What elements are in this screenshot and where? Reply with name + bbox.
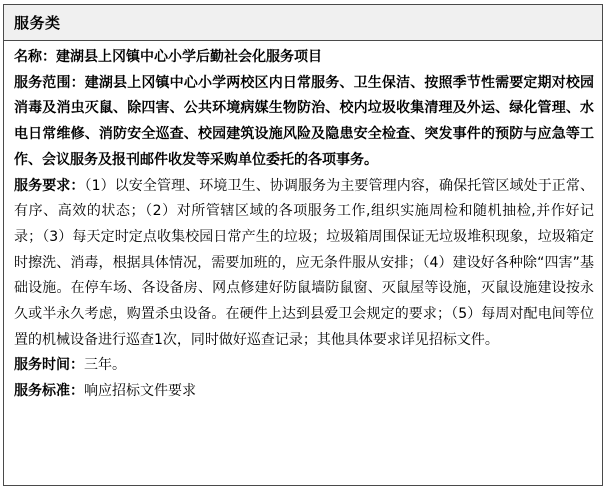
duration-value: 三年。 (84, 357, 126, 374)
service-table (3, 4, 603, 486)
requirements-row (14, 174, 594, 354)
requirements-label: 服务要求： (14, 177, 85, 194)
duration-row (14, 353, 594, 379)
name-label: 名称： (14, 49, 56, 65)
scope-label: 服务范围： (14, 74, 85, 91)
scope-value: 建湖县上冈镇中心小学两校区内日常服务、卫生保洁、按照季节性需要定期对校园消毒及消虫灭鼠、除四害、公共环境病媒生物防治、校内垃圾收集清理及外运、绿化管理、水电日常维修、消防安全巡查、校园建筑设施风险及隐患安全检查、突发事件的预防与应急等工作、会议服务及报刊邮件收发等采购单位委托的各项事务。 (14, 74, 594, 168)
name-row (14, 45, 594, 71)
standard-row (14, 379, 594, 405)
service-details (4, 41, 602, 405)
scope-row (14, 71, 594, 174)
duration-label: 服务时间： (14, 357, 84, 374)
standard-label: 服务标准： (14, 383, 84, 400)
requirements-value: （1）以安全管理、环境卫生、协调服务为主要管理内容，确保托管区域处于正常、有序、高效的状态；（2）对所管辖区域的各项服务工作,组织实施周检和随机抽检,并作好记录；（3）每天定时定点收集校园日常产生的垃圾；垃圾箱周围保证无垃圾堆积现象，垃圾箱定时擦洗、消毒，根据具体情况，需要加班的，应无条件服从安排；（4）建设好各种除“四害”基础设施。在停车场、各设备房、网点修建好防鼠墙防鼠窗、灭鼠屋等设施，灭鼠设施建设按永久或半永久考虑，购置杀虫设备。在硬件上达到县爱卫会规定的要求；（5）每周对配电间等位置的机械设备进行巡查1次，同时做好巡查记录；其他具体要求详见招标文件。 (14, 177, 594, 348)
section-title: 服务类 (4, 5, 602, 41)
name-value: 建湖县上冈镇中心小学后勤社会化服务项目 (56, 49, 322, 65)
standard-value: 响应招标文件要求 (84, 383, 196, 400)
